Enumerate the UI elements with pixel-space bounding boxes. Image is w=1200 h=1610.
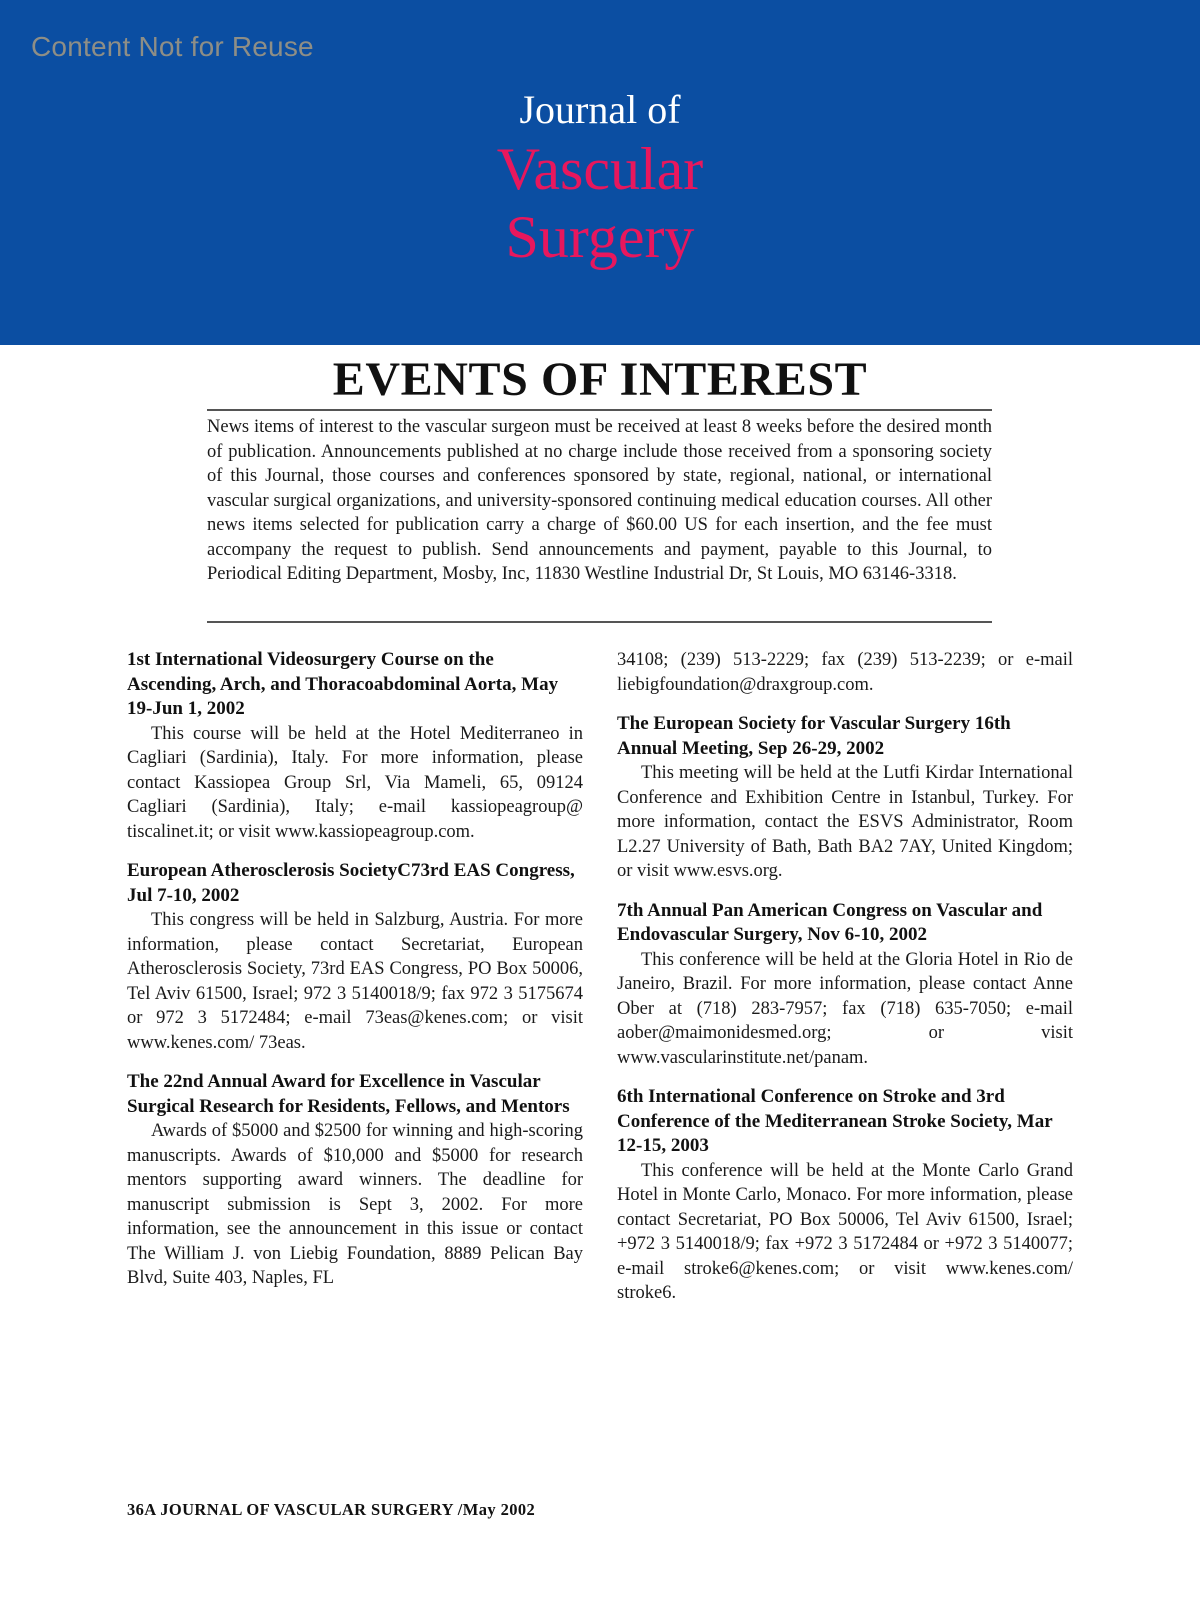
event-title: 1st International Videosurgery Course on the Ascending, Arch, and Thoracoabdominal Aorta, May 19-Jun 1, 2002 <box>127 649 559 719</box>
event-item <box>617 1085 1073 1306</box>
event-title: 6th International Conference on Stroke and 3rd Conference of the Mediterranean Stroke Society, Mar 12-15, 2003 <box>617 1086 1053 1156</box>
event-body: This course will be held at the Hotel Mediterraneo in Cagliari (Sardinia), Italy. For more information, please contact Kassiopea Group Srl, Via Mameli, 65, 09124 Cagliari (Sardinia), Italy; e-mail kassiopeagroup@ tiscalinet.it; or visit www.kassiopeagroup.com. <box>127 723 583 842</box>
journal-title-line2: Vascular <box>496 136 704 202</box>
left-column <box>127 648 583 1306</box>
journal-title-line1: Journal of <box>519 87 681 132</box>
journal-logo <box>0 85 1200 271</box>
event-item <box>617 712 1073 884</box>
right-column <box>617 648 1073 1321</box>
event-body: This conference will be held at the Gloria Hotel in Rio de Janeiro, Brazil. For more information, please contact Anne Ober at (718) 283-7957; fax (718) 635-7050; e-mail aober@maimonidesmed.org; or visit www.vascularinstitute.net/panam. <box>617 949 1073 1068</box>
intro-paragraph: News items of interest to the vascular surgeon must be received at least 8 weeks before the desired month of publication. Announcements published at no charge include those received from a sponsoring society of this Journal, those courses and conferences sponsored by state, regional, national, or international vascular surgical organizations, and university-sponsored continuing medical education courses. All other news items selected for publication carry a charge of $60.00 US for each insertion, and the fee must accompany the request to publish. Send announcements and payment, payable to this Journal, to Periodical Editing Department, Mosby, Inc, 11830 Westline Industrial Dr, St Louis, MO 63146-3318. <box>207 417 992 584</box>
event-item <box>617 899 1073 1071</box>
event-item <box>127 859 583 1055</box>
event-body: This conference will be held at the Monte Carlo Grand Hotel in Monte Carlo, Monaco. For more information, please contact Secretariat, PO Box 50006, Tel Aviv 61500, Israel; +972 3 5140018/9; fax +972 3 5172484 or +972 3 5140077; e-mail stroke6@kenes.com; or visit www.kenes.com/ stroke6. <box>617 1160 1073 1303</box>
page-title: EVENTS OF INTEREST <box>332 353 868 406</box>
page-footer: 36A JOURNAL OF VASCULAR SURGERY /May 2002 <box>127 1500 536 1519</box>
event-body-continued: 34108; (239) 513-2229; fax (239) 513-2239; or e-mail liebigfoundation@draxgroup.com. <box>617 650 1073 695</box>
event-continuation <box>617 648 1073 697</box>
intro-bottom-rule <box>207 621 992 623</box>
event-body: Awards of $5000 and $2500 for winning and high-scoring manuscripts. Awards of $10,000 and $5000 for research mentors supporting award winners. The deadline for manuscript submission is Sept 3, 2002. For more information, see the announcement in this issue or contact The William J. von Liebig Foundation, 8889 Pelican Bay Blvd, Suite 403, Naples, FL <box>127 1121 583 1288</box>
intro-top-rule <box>207 409 992 411</box>
event-title: The European Society for Vascular Surgery 16th Annual Meeting, Sep 26-29, 2002 <box>617 713 1011 759</box>
event-item <box>127 648 583 844</box>
journal-banner <box>0 0 1200 345</box>
event-item <box>127 1070 583 1291</box>
event-title: The 22nd Annual Award for Excellence in Vascular Surgical Research for Residents, Fellows, and Mentors <box>127 1071 570 1117</box>
journal-title-line3: Surgery <box>505 204 695 270</box>
event-body: This meeting will be held at the Lutfi Kirdar International Conference and Exhibition Centre in Istanbul, Turkey. For more information, contact the ESVS Administrator, Room L2.27 University of Bath, Bath BA2 7AY, United Kingdom; or visit www.esvs.org. <box>617 763 1073 881</box>
event-title: European Atherosclerosis SocietyC73rd EAS Congress, Jul 7-10, 2002 <box>127 860 575 906</box>
event-title: 7th Annual Pan American Congress on Vascular and Endovascular Surgery, Nov 6-10, 2002 <box>617 899 1043 945</box>
watermark-text: Content Not for Reuse <box>31 31 314 62</box>
event-body: This congress will be held in Salzburg, Austria. For more information, please contact Secretariat, European Atherosclerosis Society, 73rd EAS Congress, PO Box 50006, Tel Aviv 61500, Israel; 972 3 5140018/9; fax 972 3 5175674 or 972 3 5172484; e-mail 73eas@kenes.com; or visit www.kenes.com/ 73eas. <box>127 910 583 1053</box>
